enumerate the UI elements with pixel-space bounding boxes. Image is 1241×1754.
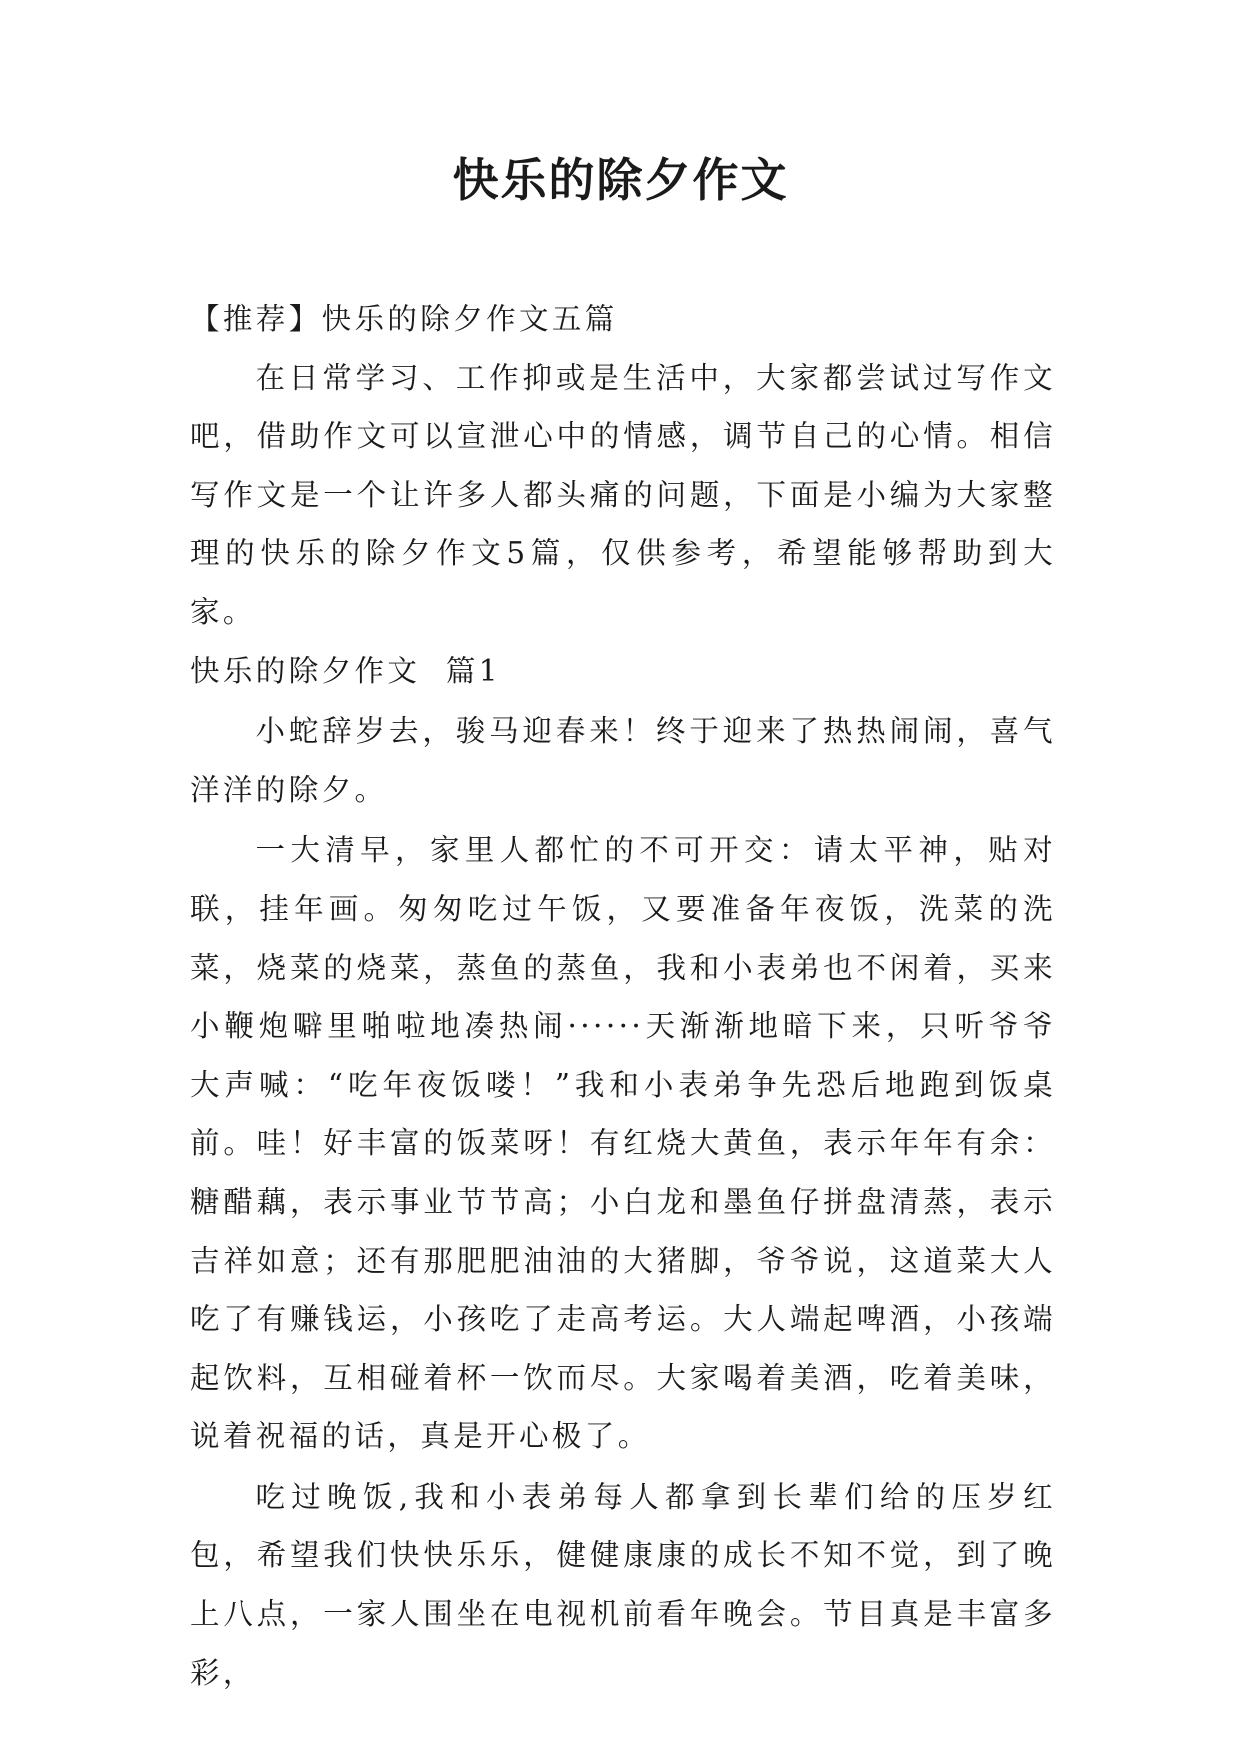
document-subtitle: 【推荐】快乐的除夕作文五篇	[190, 302, 618, 336]
document-body	[190, 290, 1056, 1702]
document-title: 快乐的除夕作文	[452, 153, 789, 207]
section-heading: 快乐的除夕作文 篇1	[190, 653, 501, 688]
intro-paragraph: 在日常学习、工作抑或是生活中，大家都尝试过写作文吧，借助作文可以宣泄心中的情感，调节自己的心情。相信写作文是一个让许多人都头痛的问题，下面是小编为大家整理的快乐的除夕作文5篇，仅供参考，希望能够帮助到大家。	[190, 360, 1056, 629]
body-paragraph: 小蛇辞岁去，骏马迎春来！终于迎来了热热闹闹，喜气洋洋的除夕。	[190, 714, 1056, 807]
body-paragraph: 吃过晚饭,我和小表弟每人都拿到长辈们给的压岁红包，希望我们快快乐乐，健健康康的成长不知不觉，到了晚上八点，一家人围坐在电视机前看年晚会。节目真是丰富多彩，	[190, 1479, 1056, 1690]
body-paragraph: 一大清早，家里人都忙的不可开交：请太平神，贴对联，挂年画。匆匆吃过午饭，又要准备年夜饭，洗菜的洗菜，烧菜的烧菜，蒸鱼的蒸鱼，我和小表弟也不闲着，买来小鞭炮噼里啪啦地凑热闹······天渐渐地暗下来，只听爷爷大声喊：“吃年夜饭喽！”我和小表弟争先恐后地跑到饭桌前。哇！好丰富的饭菜呀！有红烧大黄鱼，表示年年有余：糖醋藕，表示事业节节高；小白龙和墨鱼仔拼盘清蒸，表示吉祥如意；还有那肥肥油油的大猪脚，爷爷说，这道菜大人吃了有赚钱运，小孩吃了走高考运。大人端起啤酒，小孩端起饮料，互相碰着杯一饮而尽。大家喝着美酒，吃着美味，说着祝福的话，真是开心极了。	[190, 833, 1056, 1454]
